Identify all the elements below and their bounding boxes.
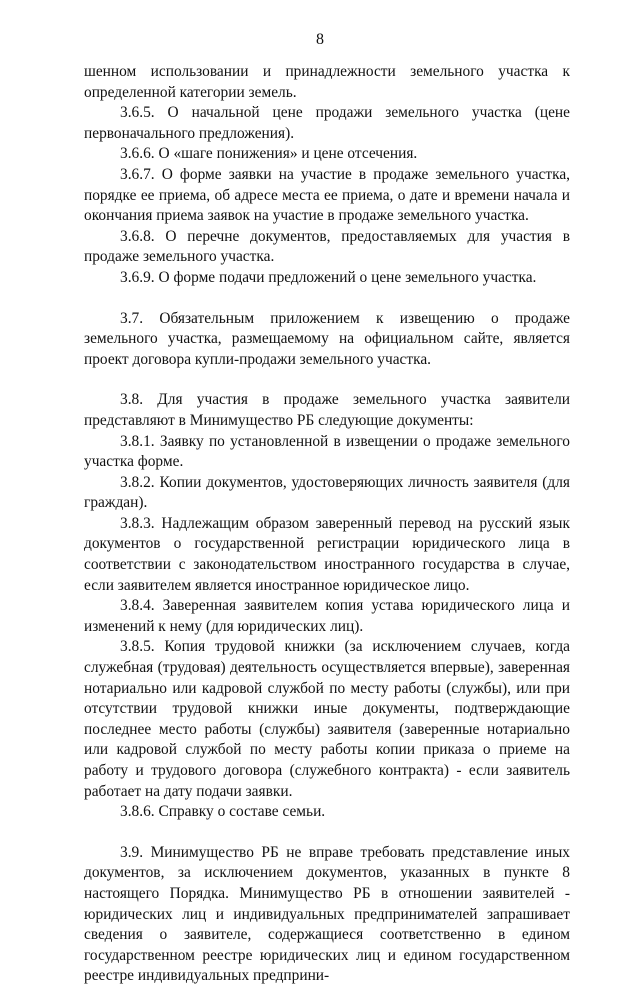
paragraph-3-9: 3.9. Минимущество РБ не вправе требовать представление иных документов, за исключением документов, указанных в пункте 8 настоящего Порядка. Минимущество РБ в отношении заявителей - юридических лиц и индивидуальных предпринимателей запрашивает сведения о заявителе, содержащиеся соответственно в едином государственном реестре юридических лиц и едином государственном реестре индивидуальных предприни-	[84, 843, 570, 985]
paragraph-3-6-5: 3.6.5. О начальной цене продажи земельного участка (цене первоначального предложения).	[84, 104, 570, 142]
page-number: 8	[316, 31, 324, 48]
paragraph-3-8-1: 3.8.1. Заявку по установленной в извещении о продаже земельного участка форме.	[84, 432, 570, 471]
paragraph-continuation: шенном использовании и принадлежности земельного участка к определенной категории земель.	[84, 63, 570, 101]
paragraph-3-6-7: 3.6.7. О форме заявки на участие в продаже земельного участка, порядке ее приема, об адресе места ее приема, о дате и времени начала и окончания приема заявок на участие в продаже земельного участка.	[84, 165, 570, 225]
paragraph-3-8-5: 3.8.5. Копия трудовой книжки (за исключением случаев, когда служебная (трудовая) деятельность осуществляется впервые), заверенная нотариально или кадровой службой по месту работы (службы), или при отсутствии трудовой книжки иные документы, подтверждающие последнее место работы (службы) заявителя (заверенные нотариально или кадровой службой по месту работы копии приказа о приеме на работу и трудового договора (служебного контракта) - если заявитель работает на дату подачи заявки.	[84, 638, 570, 800]
document-body	[84, 62, 570, 987]
paragraph-3-8-6: 3.8.6. Справку о составе семьи.	[120, 803, 326, 821]
paragraph-3-7: 3.7. Обязательным приложением к извещению о продаже земельного участка, размещаемому на официальном сайте, является проект договора купли-продажи земельного участка.	[84, 309, 570, 368]
paragraph-3-8-3: 3.8.3. Надлежащим образом заверенный перевод на русский язык документов о государственной регистрации юридического лица в соответствии с законодательством иностранного государства в случае, если заявителем является иностранное юридическое лицо.	[84, 514, 570, 594]
paragraph-3-8-2: 3.8.2. Копии документов, удостоверяющих личность заявителя (для граждан).	[84, 473, 570, 512]
paragraph-3-6-6: 3.6.6. О «шаге понижения» и цене отсечения.	[120, 145, 418, 163]
paragraph-3-8: 3.8. Для участия в продаже земельного участка заявители представляют в Минимущество РБ следующие документы:	[84, 391, 570, 429]
paragraph-3-8-4: 3.8.4. Заверенная заявителем копия устава юридического лица и изменений к нему (для юридических лиц).	[84, 597, 570, 635]
paragraph-3-6-9: 3.6.9. О форме подачи предложений о цене земельного участка.	[120, 268, 537, 286]
paragraph-3-6-8: 3.6.8. О перечне документов, предоставляемых для участия в продаже земельного участка.	[84, 227, 570, 266]
